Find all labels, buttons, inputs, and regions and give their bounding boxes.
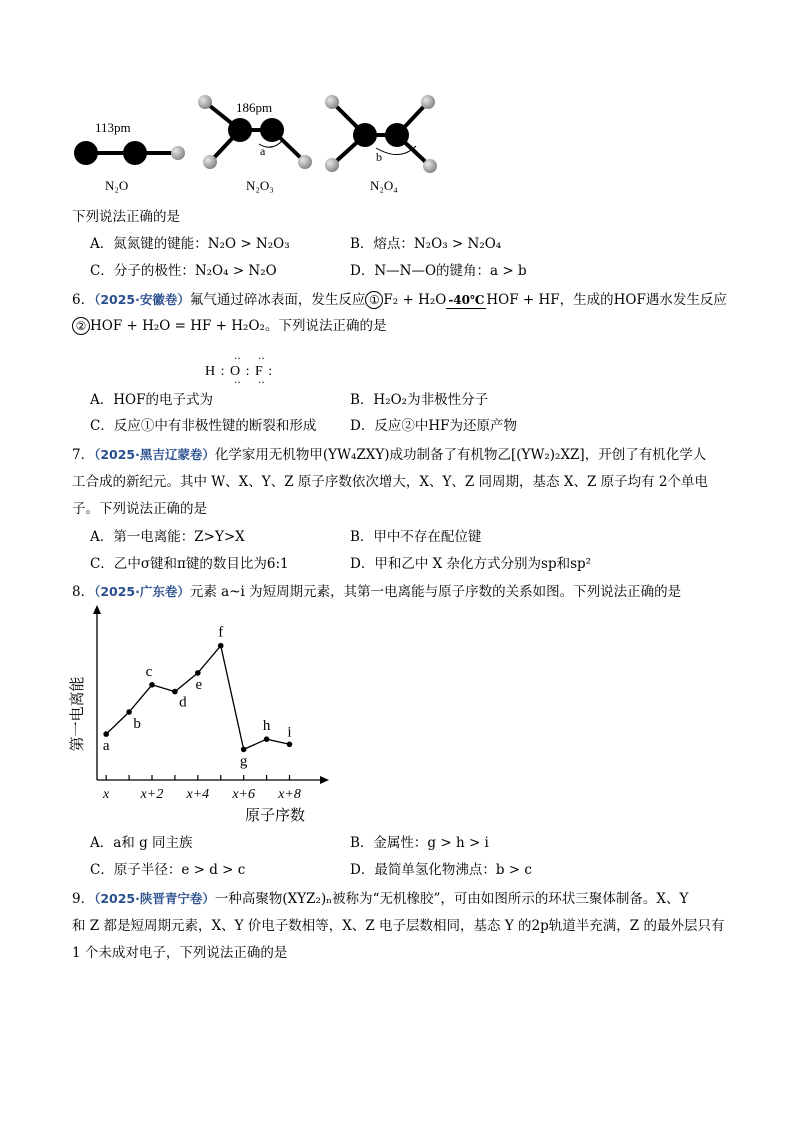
q8-number: 8． bbox=[72, 584, 95, 600]
q9-number: 9． bbox=[72, 891, 95, 907]
q7-number: 7． bbox=[72, 447, 95, 463]
chart-point-labels bbox=[103, 625, 292, 770]
lone-pair-dots: ·· bbox=[258, 354, 265, 365]
q7-option-a: A．第一电离能：Z>Y>X bbox=[90, 529, 245, 545]
q9-source: （2025·陕晋青宁卷） bbox=[94, 891, 215, 906]
data-point-c bbox=[149, 682, 155, 688]
n2o-bond-length: 113pm bbox=[95, 120, 131, 135]
lone-pair-dots: ·· bbox=[234, 354, 241, 365]
q9-line-3: 1 个未成对电子，下列说法正确的是 bbox=[72, 945, 288, 961]
point-label-e: e bbox=[195, 676, 203, 693]
reaction-1-marker: ① bbox=[365, 291, 383, 309]
q7-option-b: B．甲中不存在配位键 bbox=[350, 529, 482, 545]
point-label-g: g bbox=[239, 753, 248, 770]
y-axis-arrow bbox=[93, 605, 101, 614]
data-point-d bbox=[172, 689, 178, 695]
n-atom bbox=[260, 118, 284, 142]
q8-option-c: C．原子半径：e > d > c bbox=[90, 862, 246, 878]
chart-x-axis-label: 原子序数 bbox=[244, 806, 306, 824]
q6-text-2: HOF + H₂O = HF + H₂O₂。下列说法正确的是 bbox=[90, 318, 387, 334]
data-point-g bbox=[241, 747, 247, 753]
reaction-1-left: F₂ + H₂O bbox=[383, 292, 447, 308]
o-atom bbox=[171, 146, 185, 160]
point-label-h: h bbox=[262, 718, 271, 735]
x-tick-label: x+2 bbox=[140, 787, 164, 802]
point-label-d: d bbox=[179, 694, 187, 711]
o-atom bbox=[298, 155, 312, 169]
q5-option-d: D．N—N—O的键角：a > b bbox=[350, 263, 527, 279]
q9-line-2: 和 Z 都是短周期元素，X、Y 价电子数相等，X、Z 电子层数相同，基态 Y 的2p轨道半充满，Z 的最外层只有 bbox=[72, 918, 725, 934]
n2o3-bond-length: 186pm bbox=[236, 100, 273, 115]
data-point-i bbox=[287, 742, 293, 748]
q8-source: （2025·广东卷） bbox=[94, 584, 190, 599]
q7-source: （2025·黑吉辽蒙卷） bbox=[94, 447, 215, 462]
q9-text-1: 一种高聚物(XYZ₂)ₙ被称为“无机橡胶”，可由如图所示的环状三聚体制备。X、Y bbox=[214, 891, 689, 907]
n2o4-angle-label: b bbox=[376, 150, 382, 164]
q8-line-1 bbox=[72, 582, 681, 602]
chart-tick-labels bbox=[102, 787, 301, 802]
reaction-condition: -40℃ bbox=[448, 293, 485, 307]
n2o4-name: N₂O₄ bbox=[370, 178, 398, 193]
reaction-arrow bbox=[446, 290, 486, 310]
q8-option-d: D．最简单氢化物沸点：b > c bbox=[350, 862, 532, 878]
data-point-a bbox=[103, 731, 109, 737]
o-atom bbox=[421, 95, 435, 109]
q7-option-c: C．乙中σ键和π键的数目比为6:1 bbox=[90, 556, 289, 572]
data-point-f bbox=[218, 643, 224, 649]
point-label-i: i bbox=[287, 724, 292, 741]
lewis-text: H : O : F : bbox=[205, 364, 274, 379]
data-point-b bbox=[126, 709, 132, 715]
q6-line-2 bbox=[72, 316, 386, 336]
chart-axes bbox=[93, 605, 329, 784]
chart-points bbox=[102, 643, 292, 755]
q9-line-1 bbox=[72, 889, 688, 909]
x-tick-label: x+8 bbox=[278, 787, 301, 802]
q5-option-c: C．分子的极性：N₂O₄ > N₂O bbox=[90, 263, 277, 279]
data-point-e bbox=[195, 670, 201, 676]
reaction-1-right: HOF + HF，生成的HOF遇水发生反应 bbox=[486, 292, 727, 308]
point-label-c: c bbox=[145, 663, 153, 680]
n-atom bbox=[228, 118, 252, 142]
lone-pair-dots: ·· bbox=[258, 378, 265, 389]
reaction-2-marker: ② bbox=[72, 317, 90, 335]
q8-option-a: A．a和 g 同主族 bbox=[90, 835, 193, 851]
n2o-name: N₂O bbox=[105, 178, 129, 193]
x-axis-arrow bbox=[320, 776, 329, 784]
q8-option-b: B．金属性：g > h > i bbox=[350, 835, 489, 851]
lone-pair-dots: ·· bbox=[234, 378, 241, 389]
q8-text: 元素 a~i 为短周期元素，其第一电离能与原子序数的关系如图。下列说法正确的是 bbox=[189, 584, 682, 600]
q7-line-3: 子。下列说法正确的是 bbox=[72, 501, 207, 517]
hof-lewis-structure bbox=[205, 356, 285, 388]
o-atom bbox=[325, 95, 339, 109]
q7-line-2: 工合成的新纪元。其中 W、X、Y、Z 原子序数依次增大，X、Y、Z 同周期，基态 X、Z 原子均有 2个单电 bbox=[72, 474, 709, 490]
q6-line-1 bbox=[72, 290, 727, 310]
point-label-a: a bbox=[102, 738, 110, 755]
o-atom bbox=[325, 158, 339, 172]
point-label-b: b bbox=[133, 716, 141, 732]
o-atom bbox=[198, 95, 212, 109]
n-atom bbox=[353, 123, 377, 147]
n2o3-name: N₂O₃ bbox=[246, 178, 274, 193]
q6-option-d: D．反应②中HF为还原产物 bbox=[350, 418, 517, 434]
n-atom bbox=[385, 123, 409, 147]
q7-option-d: D．甲和乙中 X 杂化方式分别为sp和sp² bbox=[350, 556, 592, 572]
q6-number: 6． bbox=[72, 292, 95, 308]
n2o3-angle-label: a bbox=[260, 144, 266, 158]
x-tick-label: x bbox=[103, 787, 110, 802]
ionization-energy-chart bbox=[60, 604, 340, 828]
q6-text: 氟气通过碎冰表面，发生反应 bbox=[189, 292, 366, 308]
n-atom bbox=[74, 141, 98, 165]
x-tick-label: x+4 bbox=[186, 787, 210, 802]
point-label-f: f bbox=[218, 624, 224, 641]
data-point-h bbox=[264, 736, 270, 742]
q5-option-a: A．氮氮键的键能：N₂O > N₂O₃ bbox=[90, 236, 290, 252]
chart-y-axis-label: 第一电离能 bbox=[68, 676, 86, 752]
molecule-diagrams bbox=[60, 90, 480, 200]
o-atom bbox=[423, 159, 437, 173]
n-atom bbox=[123, 141, 147, 165]
q7-line-1 bbox=[72, 445, 706, 465]
q7-text-1: 化学家用无机物甲(YW₄ZXY)成功制备了有机物乙[(YW₂)₂XZ]，开创了有机化学人 bbox=[214, 447, 707, 463]
q6-option-c: C．反应①中有非极性键的断裂和形成 bbox=[90, 418, 317, 434]
o-atom bbox=[203, 155, 217, 169]
q6-option-b: B．H₂O₂为非极性分子 bbox=[350, 392, 489, 408]
q5-stem: 下列说法正确的是 bbox=[72, 209, 180, 225]
q6-source: （2025·安徽卷） bbox=[94, 292, 190, 307]
q5-option-b: B．熔点：N₂O₃ > N₂O₄ bbox=[350, 236, 502, 252]
x-tick-label: x+6 bbox=[232, 787, 256, 802]
q6-option-a: A．HOF的电子式为 bbox=[90, 392, 213, 408]
